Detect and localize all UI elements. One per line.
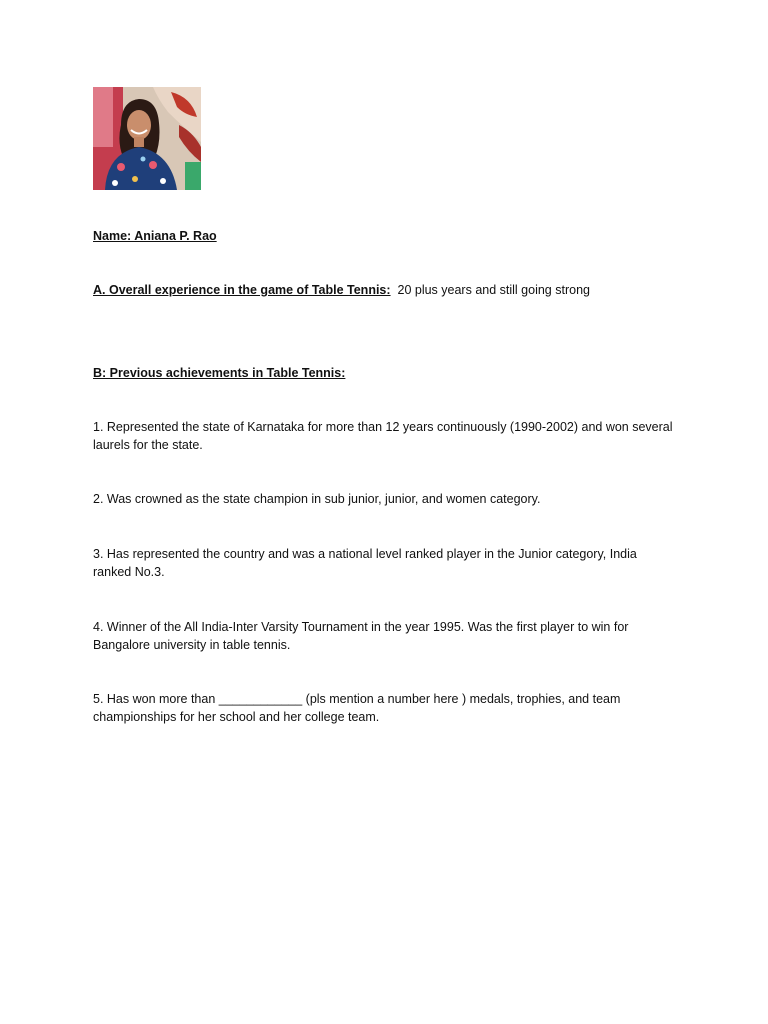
achievements-heading: B: Previous achievements in Table Tennis: <box>93 366 346 380</box>
experience-label: A. Overall experience in the game of Table Tennis: <box>93 283 391 297</box>
name-line: Name: Aniana P. Rao <box>93 229 217 243</box>
profile-photo <box>93 87 201 190</box>
achievement-item-3: 3. Has represented the country and was a national level ranked player in the Junior category, India ranked No.3. <box>93 547 637 579</box>
profile-photo-image <box>93 87 201 190</box>
experience-line <box>93 282 590 300</box>
achievement-item-4: 4. Winner of the All India-Inter Varsity Tournament in the year 1995. Was the first player to win for Bangalore university in table tennis. <box>93 620 629 652</box>
experience-value: 20 plus years and still going strong <box>397 283 590 297</box>
achievement-item-5: 5. Has won more than ____________ (pls mention a number here ) medals, trophies, and team championships for her school and her college team. <box>93 692 621 724</box>
achievement-item-1: 1. Represented the state of Karnataka for more than 12 years continuously (1990-2002) and won several laurels for the state. <box>93 420 673 452</box>
achievement-item-2: 2. Was crowned as the state champion in sub junior, junior, and women category. <box>93 492 541 506</box>
